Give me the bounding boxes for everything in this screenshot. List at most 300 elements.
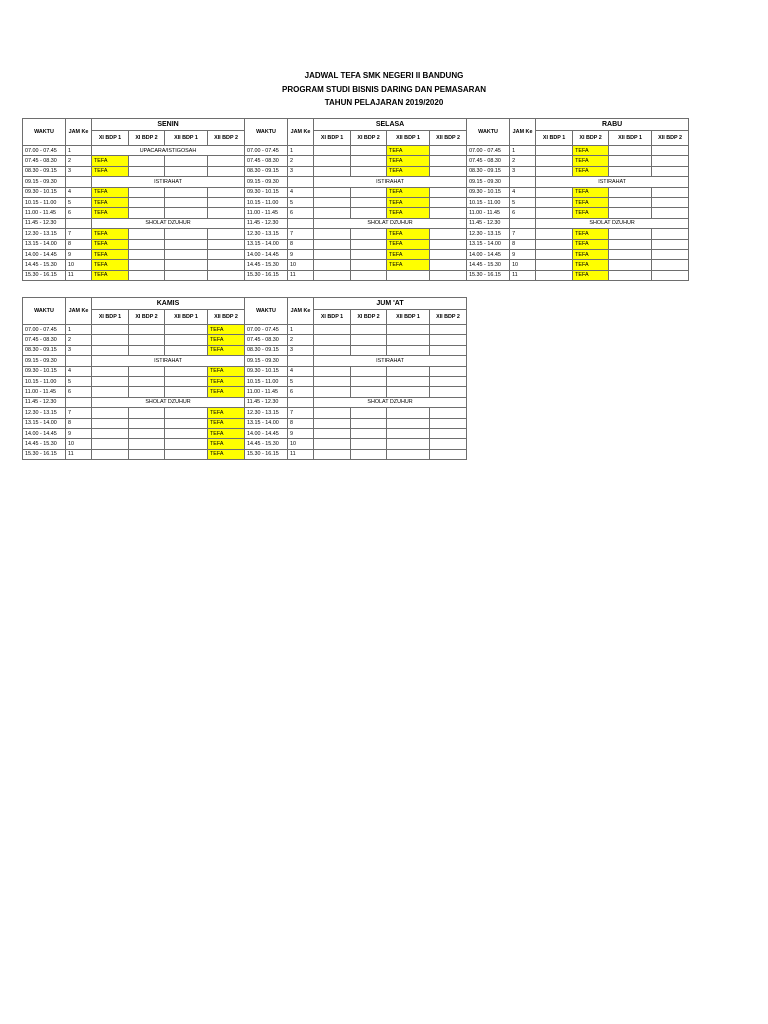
table-row	[23, 325, 467, 335]
jam-ke-cell: 4	[510, 187, 536, 197]
schedule-cell	[314, 187, 351, 197]
jam-ke-cell: 8	[66, 418, 92, 428]
schedule-cell	[351, 156, 387, 166]
jam-ke-cell: 7	[66, 229, 92, 239]
tefa-cell: TEFA	[92, 166, 129, 176]
schedule-cell	[314, 439, 351, 449]
jam-ke-header-senin: JAM Ke	[66, 119, 92, 146]
jam-ke-cell: 6	[288, 387, 314, 397]
schedule-cell	[387, 439, 430, 449]
table-row	[23, 376, 467, 386]
waktu-cell: 11.45 - 12.30	[245, 397, 288, 407]
waktu-cell: 12.30 - 13.15	[245, 408, 288, 418]
schedule-cell	[314, 428, 351, 438]
tefa-cell: TEFA	[208, 325, 245, 335]
schedule-cell	[208, 229, 245, 239]
tefa-cell: TEFA	[573, 239, 609, 249]
jam-ke-cell: 2	[510, 156, 536, 166]
table-row	[23, 270, 689, 280]
merged-label-jumat: ISTIRAHAT	[314, 356, 467, 366]
schedule-block-senin-selasa-rabu	[22, 118, 689, 281]
schedule-cell	[430, 166, 467, 176]
waktu-cell: 14.00 - 14.45	[23, 428, 66, 438]
merged-label-rabu: ISTIRAHAT	[536, 177, 689, 187]
table-row	[23, 428, 467, 438]
jam-ke-cell: 5	[510, 197, 536, 207]
schedule-cell	[314, 260, 351, 270]
schedule-cell	[165, 270, 208, 280]
merged-label-kamis: SHOLAT DZUHUR	[92, 397, 245, 407]
tefa-cell: TEFA	[573, 146, 609, 156]
waktu-cell: 10.15 - 11.00	[245, 197, 288, 207]
schedule-cell	[387, 345, 430, 355]
jam-ke-cell: 1	[288, 146, 314, 156]
tefa-cell: TEFA	[387, 208, 430, 218]
jam-ke-cell: 3	[66, 345, 92, 355]
schedule-cell	[387, 366, 430, 376]
schedule-cell	[430, 439, 467, 449]
waktu-cell: 08.30 - 09.15	[23, 166, 66, 176]
tefa-cell: TEFA	[387, 146, 430, 156]
schedule-cell	[208, 187, 245, 197]
class-header-jumat-1: XI BDP 1	[314, 310, 351, 325]
schedule-cell	[92, 335, 129, 345]
jam-ke-cell: 4	[288, 366, 314, 376]
jam-ke-cell: 4	[288, 187, 314, 197]
schedule-cell	[387, 387, 430, 397]
schedule-cell	[129, 418, 165, 428]
table-row	[23, 345, 467, 355]
waktu-cell: 14.45 - 15.30	[23, 439, 66, 449]
waktu-cell: 09.15 - 09.30	[467, 177, 510, 187]
schedule-cell	[165, 197, 208, 207]
jam-ke-cell: 9	[288, 249, 314, 259]
merged-label-senin: SHOLAT DZUHUR	[92, 218, 245, 228]
schedule-cell	[314, 229, 351, 239]
schedule-cell	[208, 249, 245, 259]
schedule-cell	[351, 335, 387, 345]
tefa-cell: TEFA	[387, 166, 430, 176]
schedule-cell	[387, 428, 430, 438]
tefa-cell: TEFA	[573, 270, 609, 280]
class-header-rabu-2: XI BDP 2	[573, 131, 609, 146]
schedule-cell	[208, 166, 245, 176]
schedule-cell	[314, 325, 351, 335]
schedule-cell	[652, 229, 689, 239]
class-header-kamis-4: XII BDP 2	[208, 310, 245, 325]
merged-label-selasa: ISTIRAHAT	[314, 177, 467, 187]
schedule-cell	[129, 376, 165, 386]
table-row	[23, 177, 689, 187]
jam-ke-cell: 10	[66, 439, 92, 449]
tefa-cell: TEFA	[208, 376, 245, 386]
jam-ke-cell: 3	[288, 345, 314, 355]
class-header-kamis-1: XI BDP 1	[92, 310, 129, 325]
tefa-cell: TEFA	[208, 439, 245, 449]
schedule-cell	[208, 156, 245, 166]
schedule-cell	[129, 229, 165, 239]
schedule-cell	[314, 146, 351, 156]
schedule-cell	[314, 166, 351, 176]
waktu-header-jumat: WAKTU	[245, 298, 288, 325]
schedule-cell	[165, 239, 208, 249]
tefa-cell: TEFA	[92, 270, 129, 280]
tefa-cell: TEFA	[208, 366, 245, 376]
schedule-cell	[536, 156, 573, 166]
schedule-cell	[129, 449, 165, 459]
schedule-cell	[430, 418, 467, 428]
day-header-kamis: KAMIS	[92, 298, 245, 310]
waktu-cell: 14.00 - 14.45	[467, 249, 510, 259]
merged-label-jumat: SHOLAT DZUHUR	[314, 397, 467, 407]
waktu-cell: 09.30 - 10.15	[23, 187, 66, 197]
tefa-cell: TEFA	[573, 187, 609, 197]
waktu-cell: 07.45 - 08.30	[23, 156, 66, 166]
schedule-cell	[165, 156, 208, 166]
schedule-cell	[652, 166, 689, 176]
schedule-cell	[430, 146, 467, 156]
table-row	[23, 387, 467, 397]
schedule-cell	[208, 270, 245, 280]
merged-label-senin: ISTIRAHAT	[92, 177, 245, 187]
schedule-cell	[652, 197, 689, 207]
waktu-cell: 11.00 - 11.45	[245, 387, 288, 397]
jam-ke-header-selasa: JAM Ke	[288, 119, 314, 146]
waktu-cell: 12.30 - 13.15	[23, 408, 66, 418]
schedule-cell	[351, 187, 387, 197]
class-header-senin-4: XII BDP 2	[208, 131, 245, 146]
jam-ke-cell: 9	[288, 428, 314, 438]
schedule-cell	[430, 325, 467, 335]
waktu-header-kamis: WAKTU	[23, 298, 66, 325]
document-title	[0, 69, 768, 110]
jam-ke-cell: 7	[510, 229, 536, 239]
schedule-cell	[129, 270, 165, 280]
waktu-cell: 14.00 - 14.45	[23, 249, 66, 259]
schedule-cell	[129, 197, 165, 207]
table-row	[23, 218, 689, 228]
schedule-cell	[536, 166, 573, 176]
schedule-cell	[165, 260, 208, 270]
schedule-cell	[430, 408, 467, 418]
schedule-cell	[129, 260, 165, 270]
schedule-cell	[351, 428, 387, 438]
tefa-cell: TEFA	[208, 335, 245, 345]
merged-label-kamis: ISTIRAHAT	[92, 356, 245, 366]
schedule-cell	[165, 229, 208, 239]
schedule-cell	[430, 197, 467, 207]
class-header-rabu-1: XI BDP 1	[536, 131, 573, 146]
schedule-cell	[387, 408, 430, 418]
jam-ke-cell: 4	[66, 366, 92, 376]
schedule-cell	[314, 376, 351, 386]
schedule-cell	[351, 387, 387, 397]
schedule-cell	[387, 335, 430, 345]
waktu-cell: 11.00 - 11.45	[245, 208, 288, 218]
schedule-cell	[92, 387, 129, 397]
waktu-cell: 10.15 - 11.00	[23, 376, 66, 386]
jam-ke-cell: 8	[288, 418, 314, 428]
jam-ke-cell: 2	[66, 156, 92, 166]
jam-ke-cell: 11	[510, 270, 536, 280]
schedule-cell	[652, 260, 689, 270]
waktu-cell: 14.00 - 14.45	[245, 428, 288, 438]
schedule-cell	[430, 376, 467, 386]
tefa-cell: TEFA	[573, 208, 609, 218]
jam-ke-cell: 5	[66, 197, 92, 207]
schedule-cell	[536, 270, 573, 280]
day-header-senin: SENIN	[92, 119, 245, 131]
schedule-cell	[609, 146, 652, 156]
tefa-cell: TEFA	[573, 166, 609, 176]
jam-ke-cell: 1	[288, 325, 314, 335]
title-line-1: JADWAL TEFA SMK NEGERI II BANDUNG	[304, 71, 464, 80]
schedule-cell	[351, 229, 387, 239]
schedule-cell	[165, 335, 208, 345]
table-row	[23, 260, 689, 270]
table-row	[23, 449, 467, 459]
jam-ke-cell: 11	[288, 270, 314, 280]
waktu-cell: 14.45 - 15.30	[245, 260, 288, 270]
waktu-cell: 09.15 - 09.30	[245, 177, 288, 187]
schedule-cell	[314, 408, 351, 418]
waktu-cell: 09.15 - 09.30	[23, 356, 66, 366]
waktu-cell: 15.30 - 16.15	[23, 449, 66, 459]
waktu-cell: 11.45 - 12.30	[245, 218, 288, 228]
schedule-cell	[351, 439, 387, 449]
jam-ke-cell	[288, 397, 314, 407]
merged-label-rabu: SHOLAT DZUHUR	[536, 218, 689, 228]
jam-ke-cell: 2	[66, 335, 92, 345]
jam-ke-cell: 4	[66, 187, 92, 197]
schedule-cell	[314, 449, 351, 459]
tefa-cell: TEFA	[92, 197, 129, 207]
tefa-cell: TEFA	[573, 260, 609, 270]
schedule-cell	[430, 270, 467, 280]
schedule-cell	[129, 345, 165, 355]
schedule-cell	[351, 270, 387, 280]
title-line-2: PROGRAM STUDI BISNIS DARING DAN PEMASARAN	[281, 84, 486, 94]
jam-ke-cell: 11	[288, 449, 314, 459]
schedule-cell	[536, 229, 573, 239]
jam-ke-cell: 7	[288, 408, 314, 418]
tefa-cell: TEFA	[208, 408, 245, 418]
waktu-cell: 09.30 - 10.15	[23, 366, 66, 376]
waktu-cell: 12.30 - 13.15	[245, 229, 288, 239]
waktu-cell: 10.15 - 11.00	[23, 197, 66, 207]
waktu-cell: 07.00 - 07.45	[23, 325, 66, 335]
schedule-cell	[387, 418, 430, 428]
schedule-cell	[129, 387, 165, 397]
jam-ke-cell: 8	[510, 239, 536, 249]
schedule-cell	[536, 197, 573, 207]
schedule-cell	[92, 366, 129, 376]
class-header-jumat-3: XII BDP 1	[387, 310, 430, 325]
waktu-cell: 09.15 - 09.30	[23, 177, 66, 187]
class-header-jumat-2: XI BDP 2	[351, 310, 387, 325]
schedule-cell	[430, 260, 467, 270]
jam-ke-cell	[66, 356, 92, 366]
schedule-cell	[165, 366, 208, 376]
table-row	[23, 408, 467, 418]
schedule-cell	[165, 249, 208, 259]
schedule-cell	[165, 325, 208, 335]
schedule-cell	[314, 156, 351, 166]
waktu-cell: 11.00 - 11.45	[23, 387, 66, 397]
waktu-cell: 07.00 - 07.45	[467, 146, 510, 156]
schedule-cell	[129, 166, 165, 176]
tefa-cell: TEFA	[208, 449, 245, 459]
jam-ke-cell	[288, 218, 314, 228]
waktu-cell: 09.15 - 09.30	[245, 356, 288, 366]
jam-ke-cell: 2	[288, 335, 314, 345]
tefa-cell: TEFA	[92, 239, 129, 249]
waktu-header-senin: WAKTU	[23, 119, 66, 146]
schedule-cell	[351, 449, 387, 459]
schedule-cell	[430, 345, 467, 355]
jam-ke-header-jumat: JAM Ke	[288, 298, 314, 325]
schedule-cell	[92, 418, 129, 428]
class-header-selasa-2: XI BDP 2	[351, 131, 387, 146]
schedule-cell	[129, 408, 165, 418]
jam-ke-cell: 11	[66, 270, 92, 280]
waktu-cell: 11.45 - 12.30	[23, 397, 66, 407]
schedule-cell	[92, 376, 129, 386]
schedule-cell	[609, 166, 652, 176]
schedule-cell	[609, 156, 652, 166]
table-row	[23, 239, 689, 249]
schedule-cell	[430, 249, 467, 259]
jam-ke-header-rabu: JAM Ke	[510, 119, 536, 146]
schedule-cell	[430, 366, 467, 376]
schedule-cell	[129, 208, 165, 218]
schedule-cell	[652, 208, 689, 218]
schedule-cell	[652, 270, 689, 280]
schedule-cell	[208, 260, 245, 270]
schedule-cell	[165, 418, 208, 428]
jam-ke-cell: 8	[288, 239, 314, 249]
waktu-header-rabu: WAKTU	[467, 119, 510, 146]
schedule-cell	[351, 345, 387, 355]
schedule-cell	[536, 187, 573, 197]
schedule-cell	[129, 249, 165, 259]
waktu-cell: 15.30 - 16.15	[245, 270, 288, 280]
waktu-cell: 08.30 - 09.15	[245, 166, 288, 176]
schedule-cell	[92, 428, 129, 438]
jam-ke-cell: 1	[66, 146, 92, 156]
waktu-cell: 13.15 - 14.00	[245, 418, 288, 428]
waktu-cell: 07.00 - 07.45	[23, 146, 66, 156]
waktu-cell: 12.30 - 13.15	[23, 229, 66, 239]
schedule-cell	[314, 270, 351, 280]
schedule-cell	[314, 249, 351, 259]
class-header-rabu-4: XII BDP 2	[652, 131, 689, 146]
schedule-cell	[165, 376, 208, 386]
schedule-cell	[430, 387, 467, 397]
jam-ke-cell: 10	[66, 260, 92, 270]
table-row	[23, 335, 467, 345]
schedule-cell	[430, 239, 467, 249]
waktu-cell: 15.30 - 16.15	[245, 449, 288, 459]
waktu-cell: 07.00 - 07.45	[245, 325, 288, 335]
table-row	[23, 229, 689, 239]
tefa-cell: TEFA	[387, 197, 430, 207]
table-row	[23, 249, 689, 259]
jam-ke-cell: 6	[288, 208, 314, 218]
tefa-cell: TEFA	[387, 239, 430, 249]
schedule-cell	[165, 449, 208, 459]
schedule-cell	[165, 187, 208, 197]
jam-ke-cell: 5	[66, 376, 92, 386]
schedule-cell	[351, 166, 387, 176]
schedule-cell	[314, 335, 351, 345]
schedule-block-kamis-jumat	[22, 297, 467, 460]
tefa-cell: TEFA	[573, 249, 609, 259]
waktu-cell: 15.30 - 16.15	[467, 270, 510, 280]
jam-ke-cell: 10	[288, 439, 314, 449]
jam-ke-cell: 9	[510, 249, 536, 259]
tefa-cell: TEFA	[573, 156, 609, 166]
schedule-cell	[92, 325, 129, 335]
schedule-cell	[351, 418, 387, 428]
tefa-cell: TEFA	[208, 418, 245, 428]
class-header-kamis-2: XI BDP 2	[129, 310, 165, 325]
merged-label-selasa: SHOLAT DZUHUR	[314, 218, 467, 228]
jam-ke-cell	[66, 397, 92, 407]
waktu-cell: 15.30 - 16.15	[23, 270, 66, 280]
waktu-cell: 07.45 - 08.30	[245, 335, 288, 345]
schedule-cell	[165, 208, 208, 218]
schedule-cell	[430, 229, 467, 239]
schedule-cell	[609, 249, 652, 259]
jam-ke-cell: 9	[66, 428, 92, 438]
jam-ke-cell	[66, 218, 92, 228]
schedule-cell	[351, 208, 387, 218]
jam-ke-cell: 8	[66, 239, 92, 249]
waktu-cell: 09.30 - 10.15	[245, 366, 288, 376]
jam-ke-cell: 3	[510, 166, 536, 176]
schedule-cell	[609, 208, 652, 218]
waktu-cell: 13.15 - 14.00	[23, 418, 66, 428]
schedule-cell	[314, 197, 351, 207]
schedule-cell	[314, 208, 351, 218]
jam-ke-cell	[510, 177, 536, 187]
table-row	[23, 156, 689, 166]
schedule-cell	[165, 439, 208, 449]
waktu-cell: 11.00 - 11.45	[467, 208, 510, 218]
schedule-cell	[652, 146, 689, 156]
schedule-cell	[129, 439, 165, 449]
tefa-cell: TEFA	[208, 387, 245, 397]
schedule-cell	[129, 156, 165, 166]
schedule-cell	[536, 249, 573, 259]
schedule-cell	[314, 366, 351, 376]
schedule-cell	[430, 187, 467, 197]
class-header-selasa-1: XI BDP 1	[314, 131, 351, 146]
table-row	[23, 197, 689, 207]
schedule-cell	[92, 449, 129, 459]
waktu-cell: 11.00 - 11.45	[23, 208, 66, 218]
jam-ke-cell: 1	[510, 146, 536, 156]
title-line-3: TAHUN PELAJARAN 2019/2020	[324, 98, 444, 107]
tefa-cell: TEFA	[387, 187, 430, 197]
day-header-jumat: JUM 'AT	[314, 298, 467, 310]
table-row	[23, 187, 689, 197]
class-header-selasa-3: XII BDP 1	[387, 131, 430, 146]
jam-ke-cell	[288, 177, 314, 187]
day-header-selasa: SELASA	[314, 119, 467, 131]
jam-ke-cell	[66, 177, 92, 187]
